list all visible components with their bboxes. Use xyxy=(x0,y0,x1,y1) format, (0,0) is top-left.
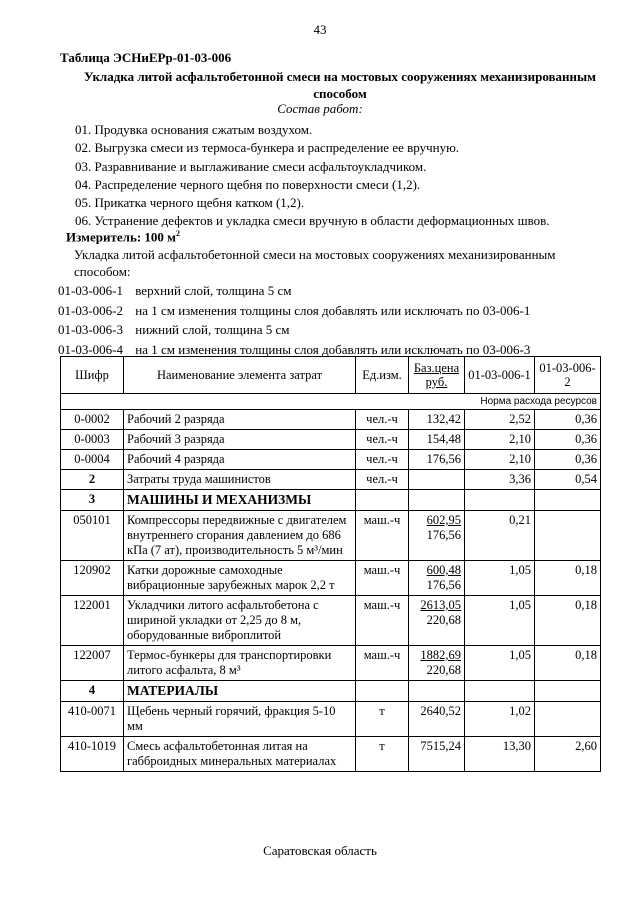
table-row xyxy=(61,737,601,772)
cell-price: 154,48 xyxy=(409,430,465,450)
code-text: на 1 см изменения толщины слоя добавлять или исключать по 03-006-3 xyxy=(135,341,531,357)
price-sub: 220,68 xyxy=(426,663,461,677)
code-number: 01-03-006-3 xyxy=(58,322,123,337)
cell-price xyxy=(409,470,465,490)
work-description: Укладка литой асфальтобетонной смеси на мостовых сооружениях механизированным способом: xyxy=(74,247,556,279)
cell-name: Щебень черный горячий, фракция 5-10 мм xyxy=(124,702,356,737)
operation-item: 03. Разравнивание и выглаживание смеси асфальтоукладчиком. xyxy=(75,158,427,174)
cell-unit: маш.-ч xyxy=(356,511,409,561)
cell-price: 2640,52 xyxy=(409,702,465,737)
cell-name: Смесь асфальтобетонная литая на габброидных минеральных материалах xyxy=(124,737,356,772)
cell-col2 xyxy=(535,702,601,737)
cell-name: Укладчики литого асфальтобетона с шириной укладки от 2,25 до 8 м, оборудованные виброплитой xyxy=(124,596,356,646)
operators-row xyxy=(61,470,601,490)
cell-name: Компрессоры передвижные с двигателем внутреннего сгорания давлением до 686 кПа (7 ат), производительность 5 м³/мин xyxy=(124,511,356,561)
table-header-row xyxy=(61,357,601,394)
price-sub: 176,56 xyxy=(426,578,461,592)
header-col2: 01-03-006-2 xyxy=(535,357,601,394)
code-item xyxy=(58,320,530,340)
cell-col2: 0,36 xyxy=(535,450,601,470)
header-price: Баз.цена руб. xyxy=(409,357,465,394)
empty-cell xyxy=(356,490,409,511)
table-row xyxy=(61,450,601,470)
resource-table xyxy=(60,356,601,772)
cell-code: 122001 xyxy=(61,596,124,646)
code-text: нижний слой, толщина 5 см xyxy=(135,322,290,337)
table-row xyxy=(61,646,601,681)
section-row-materials xyxy=(61,681,601,702)
cell-code: 120902 xyxy=(61,561,124,596)
document-title: Укладка литой асфальтобетонной смеси на мостовых сооружениях механизированным способом xyxy=(83,69,597,101)
cell-name: Рабочий 4 разряда xyxy=(124,450,356,470)
cell-col1: 0,21 xyxy=(465,511,535,561)
cell-unit: чел.-ч xyxy=(356,410,409,430)
empty-cell xyxy=(465,490,535,511)
header-code: Шифр xyxy=(61,357,124,394)
cell-price xyxy=(409,511,465,561)
cell-col2: 0,18 xyxy=(535,596,601,646)
cell-name: Катки дорожные самоходные вибрационные зарубежных марок 2,2 т xyxy=(124,561,356,596)
cell-col2 xyxy=(535,511,601,561)
code-number: 01-03-006-1 xyxy=(58,283,123,298)
cell-col1: 3,36 xyxy=(465,470,535,490)
cell-code: 0-0002 xyxy=(61,410,124,430)
operation-item: 04. Распределение черного щебня по поверхности смеси (1,2). xyxy=(75,176,421,192)
composition-heading: Состав работ: xyxy=(277,101,363,116)
code-text: на 1 см изменения толщины слоя добавлять или исключать по 03-006-1 xyxy=(135,302,531,318)
cell-col2: 0,18 xyxy=(535,646,601,681)
meter-sup: 2 xyxy=(176,229,181,238)
empty-cell xyxy=(535,681,601,702)
section-title: МАШИНЫ И МЕХАНИЗМЫ xyxy=(124,490,356,511)
price-sub: 176,56 xyxy=(426,528,461,542)
table-id: Таблица ЭСНиЕРр-01-03-006 xyxy=(60,50,232,65)
header-col1: 01-03-006-1 xyxy=(465,357,535,394)
empty-cell xyxy=(465,681,535,702)
cell-col2: 0,36 xyxy=(535,410,601,430)
cell-price xyxy=(409,561,465,596)
code-item xyxy=(58,281,530,301)
cell-unit: чел.-ч xyxy=(356,430,409,450)
operations-list xyxy=(75,121,550,231)
cell-code: 410-0071 xyxy=(61,702,124,737)
cell-col2: 0,18 xyxy=(535,561,601,596)
cell-col1: 1,05 xyxy=(465,646,535,681)
section-number: 4 xyxy=(61,681,124,702)
code-number: 01-03-006-4 xyxy=(58,341,123,357)
table-row xyxy=(61,702,601,737)
cell-col2: 0,36 xyxy=(535,430,601,450)
operation-item: 05. Прикатка черного щебня катком (1,2). xyxy=(75,195,305,211)
empty-cell xyxy=(356,681,409,702)
code-item xyxy=(58,301,530,321)
cell-name: Термос-бункеры для транспортировки литого асфальта, 8 м³ xyxy=(124,646,356,681)
table-row xyxy=(61,561,601,596)
price-main: 602,95 xyxy=(426,513,461,527)
cell-col1: 1,05 xyxy=(465,596,535,646)
meter-label xyxy=(66,229,180,245)
empty-cell xyxy=(535,490,601,511)
empty-cell xyxy=(409,490,465,511)
cell-col1: 1,02 xyxy=(465,702,535,737)
price-main: 1882,69 xyxy=(420,648,461,662)
table-row xyxy=(61,511,601,561)
price-sub: 220,68 xyxy=(426,613,461,627)
cell-name: Затраты труда машинистов xyxy=(124,470,356,490)
cell-unit: т xyxy=(356,737,409,772)
footer-region: Саратовская область xyxy=(263,843,377,858)
operation-item: 06. Устранение дефектов и укладка смеси вручную в области деформационных швов. xyxy=(75,213,550,229)
cell-price: 7515,24 xyxy=(409,737,465,772)
table-row xyxy=(61,430,601,450)
section-title: МАТЕРИАЛЫ xyxy=(124,681,356,702)
cell-col1: 2,10 xyxy=(465,450,535,470)
header-unit: Ед.изм. xyxy=(356,357,409,394)
operation-item: 02. Выгрузка смеси из термоса-бункера и распределение ее вручную. xyxy=(75,140,460,156)
norm-label: Норма расхода ресурсов xyxy=(61,394,601,410)
cell-unit: маш.-ч xyxy=(356,561,409,596)
cell-name: Рабочий 3 разряда xyxy=(124,430,356,450)
cell-price xyxy=(409,646,465,681)
cell-unit: маш.-ч xyxy=(356,596,409,646)
cell-name: Рабочий 2 разряда xyxy=(124,410,356,430)
empty-cell xyxy=(409,681,465,702)
cell-col2: 0,54 xyxy=(535,470,601,490)
cell-col1: 13,30 xyxy=(465,737,535,772)
cell-code: 410-1019 xyxy=(61,737,124,772)
cell-price xyxy=(409,596,465,646)
cell-price: 132,42 xyxy=(409,410,465,430)
cell-code: 050101 xyxy=(61,511,124,561)
cell-unit: чел.-ч xyxy=(356,470,409,490)
price-main: 2613,05 xyxy=(420,598,461,612)
operation-item: 01. Продувка основания сжатым воздухом. xyxy=(75,122,313,137)
cell-price: 176,56 xyxy=(409,450,465,470)
cell-col1: 2,10 xyxy=(465,430,535,450)
cell-code: 2 xyxy=(61,470,124,490)
header-name: Наименование элемента затрат xyxy=(124,357,356,394)
section-number: 3 xyxy=(61,490,124,511)
cell-unit: т xyxy=(356,702,409,737)
cell-col2: 2,60 xyxy=(535,737,601,772)
table-row xyxy=(61,410,601,430)
cell-code: 122007 xyxy=(61,646,124,681)
code-text: верхний слой, толщина 5 см xyxy=(135,283,292,298)
price-main: 600,48 xyxy=(426,563,461,577)
cell-code: 0-0003 xyxy=(61,430,124,450)
cell-unit: чел.-ч xyxy=(356,450,409,470)
section-row-machines xyxy=(61,490,601,511)
meter-text: Измеритель: 100 м xyxy=(66,229,177,245)
cell-col1: 2,52 xyxy=(465,410,535,430)
code-list xyxy=(58,281,530,359)
cell-code: 0-0004 xyxy=(61,450,124,470)
norm-row xyxy=(61,394,601,410)
cell-unit: маш.-ч xyxy=(356,646,409,681)
page-number: 43 xyxy=(313,22,327,37)
table-row xyxy=(61,596,601,646)
code-number: 01-03-006-2 xyxy=(58,302,123,318)
cell-col1: 1,05 xyxy=(465,561,535,596)
